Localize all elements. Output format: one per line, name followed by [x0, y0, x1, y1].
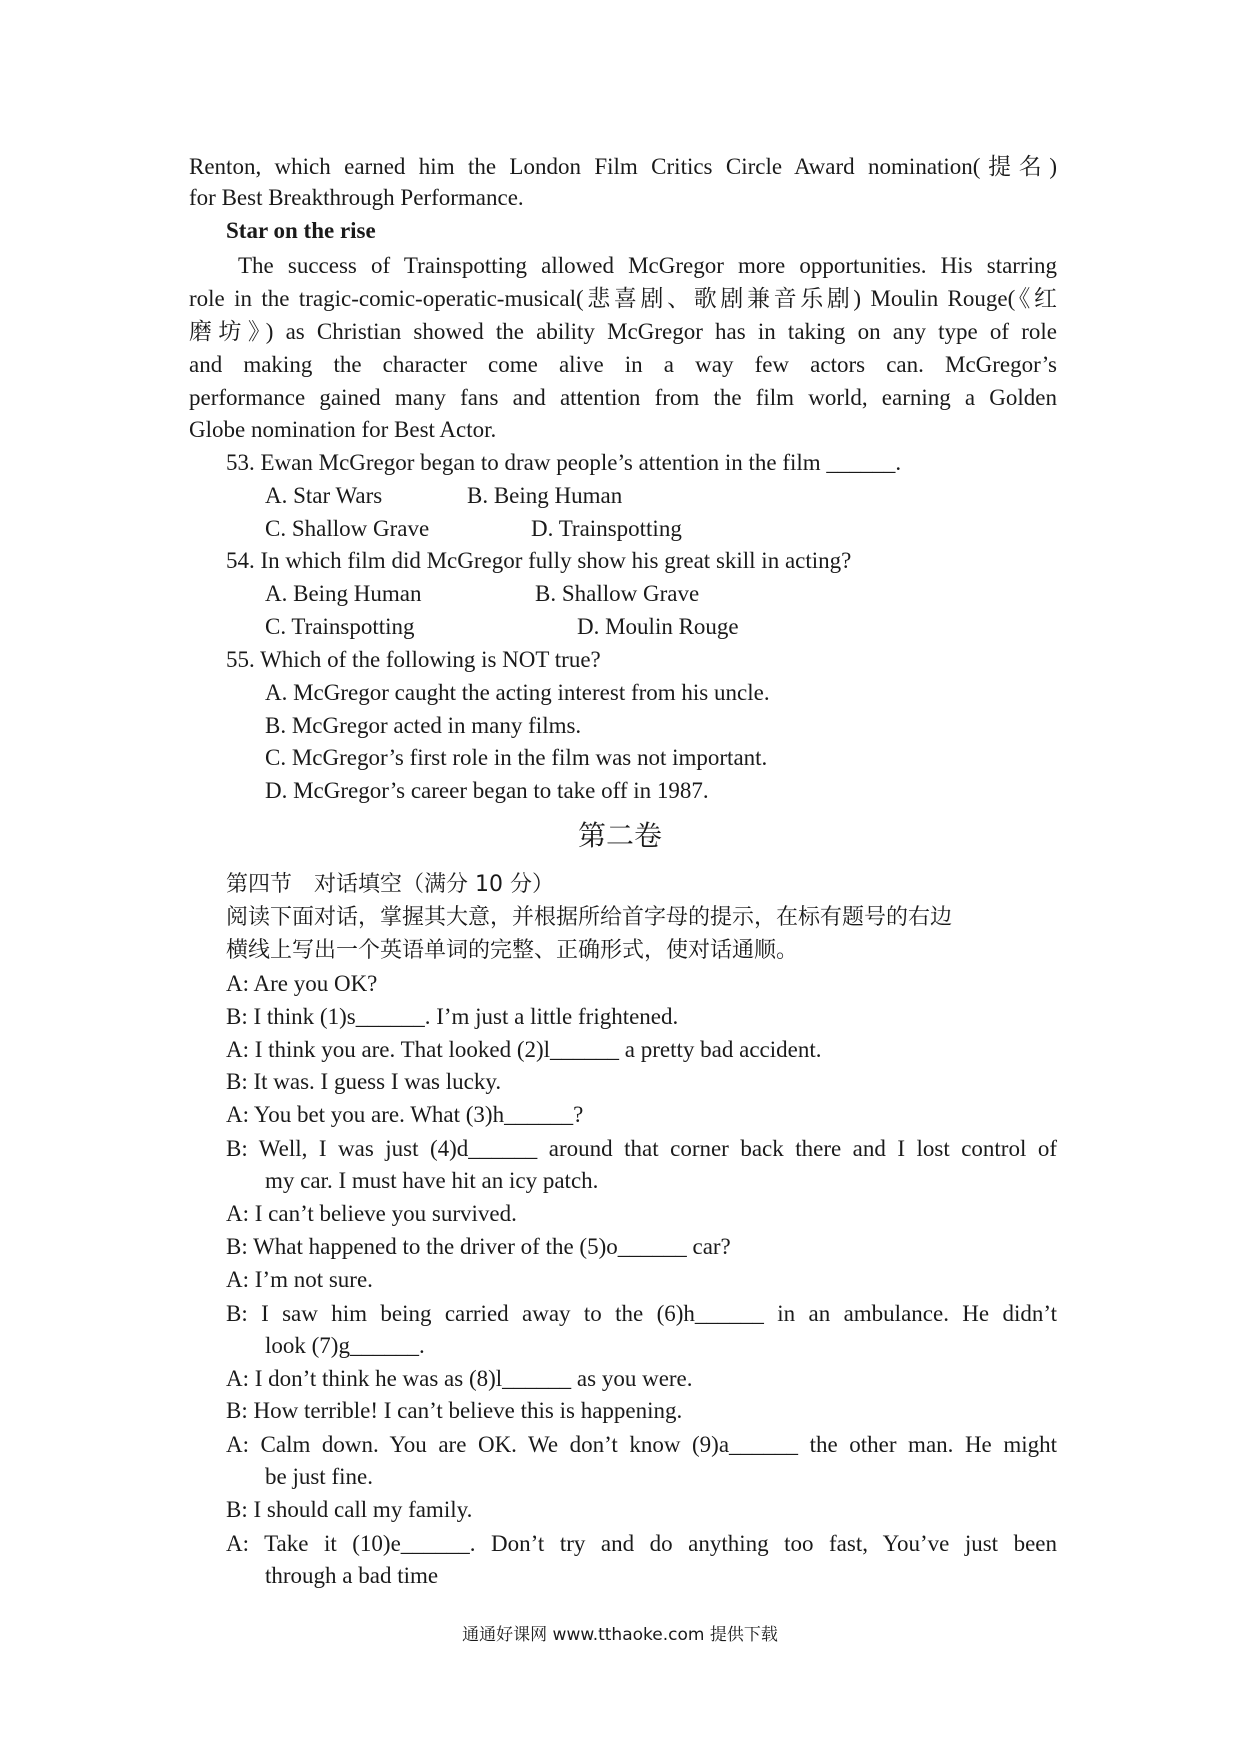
answer-option: C. Trainspotting — [265, 614, 415, 639]
answer-option: A. Being Human — [265, 581, 422, 606]
dialogue-line: B: I saw him being carried away to the (6)h______ in an ambulance. He didn’t — [226, 1301, 1057, 1326]
question-stem: 53. Ewan McGregor began to draw people’s attention in the film ______. — [226, 450, 902, 475]
dialogue-line: A: Calm down. You are OK. We don’t know (9)a______ the other man. He might — [226, 1432, 1057, 1457]
dialogue-line: B: I think (1)s______. I’m just a little frightened. — [226, 1004, 679, 1029]
page-footer: 通通好课网 www.tthaoke.com 提供下载 — [462, 1625, 778, 1645]
dialogue-line: A: Are you OK? — [226, 971, 378, 996]
answer-option: D. Trainspotting — [531, 516, 682, 541]
dialogue-line: my car. I must have hit an icy patch. — [265, 1168, 599, 1193]
dialogue-line: A: Take it (10)e______. Don’t try and do anything too fast, You’ve just been — [226, 1531, 1057, 1556]
article-line: The success of Trainspotting allowed McGregor more opportunities. His starring — [238, 253, 1057, 278]
question-stem: 55. Which of the following is NOT true? — [226, 647, 601, 672]
answer-option: A. McGregor caught the acting interest from his uncle. — [265, 680, 770, 705]
dialogue-line: B: What happened to the driver of the (5)o______ car? — [226, 1234, 731, 1259]
dialogue-line: A: I don’t think he was as (8)l______ as you were. — [226, 1366, 693, 1391]
dialogue-line: look (7)g______. — [265, 1333, 425, 1358]
answer-option: B. Shallow Grave — [535, 581, 700, 606]
answer-option: B. McGregor acted in many films. — [265, 713, 582, 738]
dialogue-line: A: I think you are. That looked (2)l______ a pretty bad accident. — [226, 1037, 822, 1062]
dialogue-line: A: I can’t believe you survived. — [226, 1201, 517, 1226]
instructions-line: 阅读下面对话，掌握其大意，并根据所给首字母的提示，在标有题号的右边 — [226, 905, 953, 930]
dialogue-line: A: I’m not sure. — [226, 1267, 373, 1292]
instructions-line: 横线上写出一个英语单词的完整、正确形式，使对话通顺。 — [226, 938, 799, 963]
dialogue-line: B: Well, I was just (4)d______ around that corner back there and I lost control of — [226, 1136, 1057, 1161]
article-line: Renton, which earned him the London Film Critics Circle Award nomination(提名) — [189, 154, 1057, 179]
section-header: 第四节 对话填空（满分 10 分） — [226, 872, 554, 897]
article-line: for Best Breakthrough Performance. — [189, 185, 524, 210]
dialogue-line: B: I should call my family. — [226, 1497, 473, 1522]
part-title: 第二卷 — [577, 819, 662, 852]
article-line: performance gained many fans and attention from the film world, earning a Golden — [189, 385, 1057, 410]
dialogue-line: be just fine. — [265, 1464, 373, 1489]
article-line: and making the character come alive in a way few actors can. McGregor’s — [189, 352, 1057, 377]
answer-option: A. Star Wars — [265, 483, 383, 508]
section-heading: Star on the rise — [226, 218, 376, 243]
dialogue-line: B: It was. I guess I was lucky. — [226, 1069, 502, 1094]
answer-option: D. McGregor’s career began to take off in 1987. — [265, 778, 709, 803]
dialogue-line: through a bad time — [265, 1563, 439, 1588]
article-line: 磨坊》) as Christian showed the ability McGregor has in taking on any type of role — [189, 319, 1057, 344]
question-stem: 54. In which film did McGregor fully show his great skill in acting? — [226, 548, 852, 573]
answer-option: C. McGregor’s first role in the film was not important. — [265, 745, 768, 770]
answer-option: C. Shallow Grave — [265, 516, 430, 541]
answer-option: D. Moulin Rouge — [577, 614, 739, 639]
dialogue-line: A: You bet you are. What (3)h______? — [226, 1102, 584, 1127]
article-line: role in the tragic-comic-operatic-musical(悲喜剧、歌剧兼音乐剧) Moulin Rouge(《红 — [189, 286, 1057, 311]
answer-option: B. Being Human — [467, 483, 623, 508]
dialogue-line: B: How terrible! I can’t believe this is happening. — [226, 1398, 683, 1423]
article-line: Globe nomination for Best Actor. — [189, 417, 497, 442]
